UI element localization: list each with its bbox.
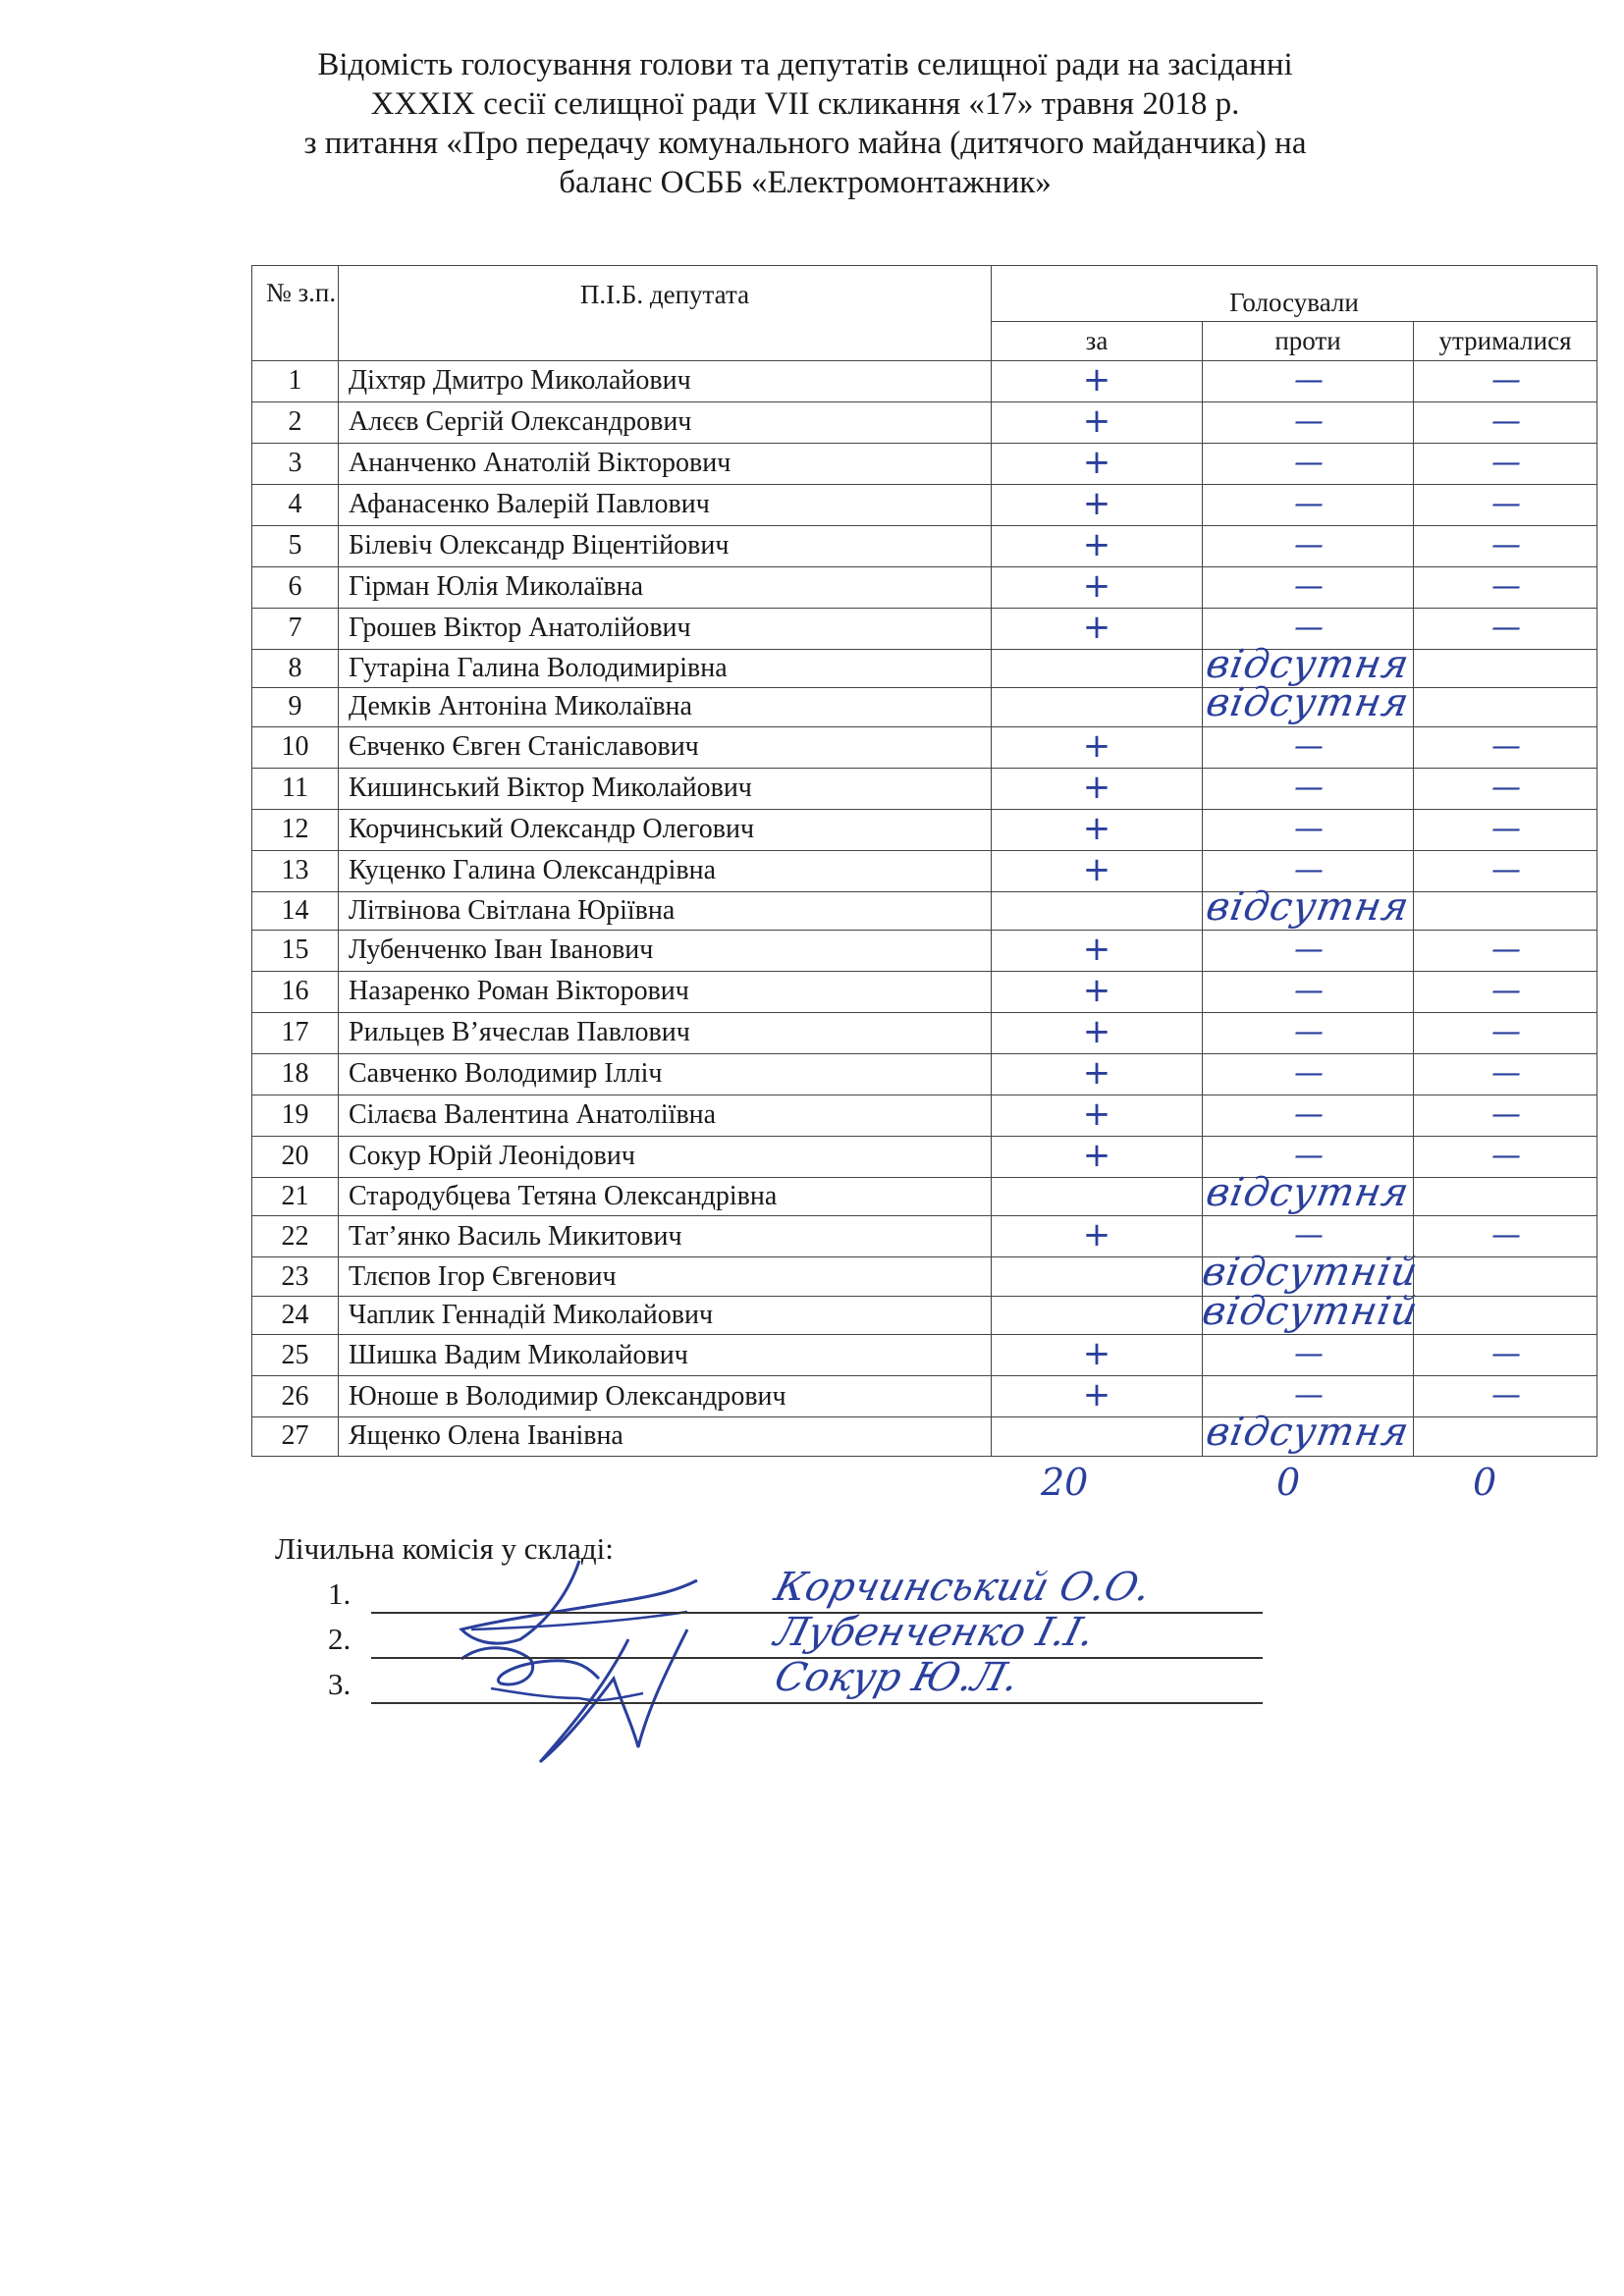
signature-line (371, 1702, 1263, 1704)
row-number: 5 (252, 525, 339, 566)
vote-against-mark: — (1294, 527, 1322, 562)
table-row (252, 930, 1597, 971)
table-row (252, 1417, 1597, 1456)
vote-abstain-cell (1414, 1296, 1597, 1334)
vote-for-cell (992, 1335, 1203, 1376)
deputy-name: Діхтяр Дмитро Миколайович (339, 360, 992, 401)
vote-against-cell (1203, 971, 1414, 1012)
deputy-name: Білевіч Олександр Віцентійович (339, 525, 992, 566)
vote-totals (0, 1461, 1624, 1520)
deputy-name: Назаренко Роман Вікторович (339, 971, 992, 1012)
vote-abstain-cell (1414, 809, 1597, 850)
vote-against-mark: — (1294, 973, 1322, 1008)
row-number: 8 (252, 649, 339, 687)
vote-against-mark: — (1294, 445, 1322, 480)
vote-against-mark: — (1294, 1218, 1322, 1254)
row-number: 19 (252, 1095, 339, 1136)
vote-abstain-cell (1414, 608, 1597, 649)
vote-abstain-cell (1414, 850, 1597, 891)
absent-note: відсутня (1203, 883, 1413, 930)
row-number: 1 (252, 360, 339, 401)
row-number: 7 (252, 608, 339, 649)
table-row (252, 1012, 1597, 1053)
vote-for-mark: + (1082, 930, 1111, 969)
member-number: 3. (328, 1667, 352, 1701)
table-row (252, 1053, 1597, 1095)
vote-abstain-mark: — (1491, 1096, 1519, 1132)
vote-for-mark: + (1082, 1053, 1111, 1093)
vote-against-cell (1203, 1053, 1414, 1095)
row-number: 22 (252, 1216, 339, 1257)
document-title (295, 45, 1316, 202)
vote-against-mark: — (1294, 932, 1322, 967)
vote-for-mark: + (1082, 1334, 1111, 1374)
deputy-name: Сілаєва Валентина Анатоліївна (339, 1095, 992, 1136)
vote-abstain-mark: — (1491, 445, 1519, 480)
vote-abstain-cell (1414, 891, 1597, 930)
header-for: за (992, 322, 1203, 360)
vote-for-cell (992, 566, 1203, 608)
table-row (252, 1335, 1597, 1376)
row-number: 26 (252, 1376, 339, 1417)
vote-against-cell (1203, 1335, 1414, 1376)
vote-abstain-cell (1414, 1335, 1597, 1376)
deputy-name: Юноше в Володимир Олександрович (339, 1376, 992, 1417)
counting-commission (275, 1531, 1257, 1712)
vote-abstain-cell (1414, 930, 1597, 971)
header-voted: Голосували (992, 266, 1597, 322)
vote-for-mark: + (1082, 443, 1111, 482)
commission-member-3 (275, 1655, 1257, 1712)
row-number: 12 (252, 809, 339, 850)
commission-member-1 (275, 1565, 1257, 1622)
absent-note: відсутній (1198, 1288, 1422, 1334)
row-number: 2 (252, 401, 339, 443)
deputy-name: Рильцев В’ячеслав Павлович (339, 1012, 992, 1053)
absent-note: відсутня (1203, 680, 1413, 726)
table-row (252, 1296, 1597, 1334)
vote-for-cell (992, 484, 1203, 525)
row-number: 10 (252, 726, 339, 768)
vote-abstain-cell (1414, 688, 1597, 726)
member-number: 2. (328, 1622, 352, 1656)
row-number: 17 (252, 1012, 339, 1053)
voting-table-body (252, 360, 1597, 1456)
vote-abstain-cell (1414, 971, 1597, 1012)
vote-abstain-cell (1414, 1257, 1597, 1296)
table-row (252, 768, 1597, 809)
deputy-name: Гутаріна Галина Володимирівна (339, 649, 992, 687)
vote-against-mark: — (1294, 811, 1322, 846)
vote-abstain-mark: — (1491, 728, 1519, 764)
vote-against-cell (1203, 726, 1414, 768)
vote-against-mark: — (1294, 1138, 1322, 1173)
vote-against-mark: — (1294, 1014, 1322, 1049)
member-name: Корчинський О.О. (770, 1565, 1156, 1610)
vote-against-mark: — (1294, 568, 1322, 604)
vote-against-cell (1198, 1288, 1422, 1334)
vote-abstain-cell (1414, 360, 1597, 401)
vote-abstain-cell (1414, 768, 1597, 809)
deputy-name: Лубенченко Іван Іванович (339, 930, 992, 971)
title-line-3: з питання «Про передачу комунального майна (дитячого майданчика) на (303, 126, 1307, 161)
table-row (252, 726, 1597, 768)
deputy-name: Літвінова Світлана Юріївна (339, 891, 992, 930)
vote-against-mark: — (1294, 1378, 1322, 1414)
deputy-name: Демків Антоніна Миколаївна (339, 688, 992, 726)
vote-abstain-mark: — (1491, 1055, 1519, 1091)
vote-against-cell (1203, 883, 1414, 930)
vote-abstain-mark: — (1491, 1014, 1519, 1049)
table-row (252, 809, 1597, 850)
vote-for-mark: + (1082, 768, 1111, 807)
vote-for-cell (992, 1012, 1203, 1053)
deputy-name: Стародубцева Тетяна Олександрівна (339, 1177, 992, 1215)
vote-against-cell (1203, 768, 1414, 809)
deputy-name: Сокур Юрій Леонідович (339, 1136, 992, 1177)
table-row (252, 971, 1597, 1012)
vote-abstain-mark: — (1491, 362, 1519, 398)
vote-abstain-cell (1414, 443, 1597, 484)
vote-against-mark: — (1294, 852, 1322, 887)
total-for: 20 (1041, 1461, 1089, 1504)
vote-for-cell (992, 726, 1203, 768)
vote-for-cell (992, 1053, 1203, 1095)
vote-for-mark: + (1082, 1095, 1111, 1134)
vote-against-mark: — (1294, 1337, 1322, 1372)
vote-against-mark: — (1294, 770, 1322, 805)
vote-against-cell (1203, 484, 1414, 525)
vote-for-mark: + (1082, 726, 1111, 766)
vote-for-cell (992, 930, 1203, 971)
vote-against-cell (1203, 443, 1414, 484)
vote-abstain-mark: — (1491, 1218, 1519, 1254)
table-row (252, 443, 1597, 484)
vote-for-mark: + (1082, 566, 1111, 606)
table-row (252, 1177, 1597, 1215)
commission-member-2 (275, 1610, 1257, 1667)
vote-abstain-mark: — (1491, 610, 1519, 645)
table-row (252, 401, 1597, 443)
vote-for-mark: + (1082, 1215, 1111, 1255)
deputy-name: Ананченко Анатолій Вікторович (339, 443, 992, 484)
row-number: 15 (252, 930, 339, 971)
vote-against-cell (1203, 566, 1414, 608)
vote-abstain-cell (1414, 566, 1597, 608)
title-line-2: XXXIX сесії селищної ради VII скликання «17» травня 2018 р. (370, 86, 1240, 122)
vote-abstain-mark: — (1491, 852, 1519, 887)
vote-against-mark: — (1294, 1096, 1322, 1132)
deputy-name: Кишинський Віктор Миколайович (339, 768, 992, 809)
vote-abstain-mark: — (1491, 527, 1519, 562)
table-row (252, 891, 1597, 930)
total-abstain: 0 (1473, 1461, 1497, 1504)
vote-abstain-mark: — (1491, 932, 1519, 967)
vote-for-mark: + (1082, 1136, 1111, 1175)
vote-abstain-cell (1414, 1136, 1597, 1177)
vote-for-cell (992, 768, 1203, 809)
row-number: 11 (252, 768, 339, 809)
vote-for-cell (992, 525, 1203, 566)
vote-abstain-cell (1414, 1216, 1597, 1257)
absent-note: відсутня (1203, 641, 1413, 687)
vote-abstain-cell (1414, 1095, 1597, 1136)
vote-against-cell (1203, 360, 1414, 401)
row-number: 21 (252, 1177, 339, 1215)
table-row (252, 566, 1597, 608)
vote-against-cell (1203, 1410, 1414, 1456)
vote-against-mark: — (1294, 403, 1322, 439)
vote-abstain-cell (1414, 1012, 1597, 1053)
vote-abstain-mark: — (1491, 403, 1519, 439)
absent-note: відсутній (1198, 1250, 1422, 1296)
vote-abstain-mark: — (1491, 1378, 1519, 1414)
header-number: № з.п. (252, 266, 339, 361)
vote-for-cell (992, 1417, 1203, 1456)
vote-for-cell (992, 360, 1203, 401)
vote-abstain-mark: — (1491, 1138, 1519, 1173)
vote-abstain-cell (1414, 1053, 1597, 1095)
row-number: 24 (252, 1296, 339, 1334)
vote-against-cell (1203, 809, 1414, 850)
row-number: 27 (252, 1417, 339, 1456)
row-number: 14 (252, 891, 339, 930)
absent-note: відсутня (1203, 1410, 1413, 1456)
vote-for-mark: + (1082, 608, 1111, 647)
deputy-name: Тлєпов Ігор Євгенович (339, 1257, 992, 1296)
absent-note: відсутня (1203, 1169, 1413, 1215)
vote-for-mark: + (1082, 1012, 1111, 1051)
vote-abstain-mark: — (1491, 973, 1519, 1008)
vote-abstain-mark: — (1491, 770, 1519, 805)
row-number: 3 (252, 443, 339, 484)
vote-abstain-mark: — (1491, 486, 1519, 521)
vote-for-mark: + (1082, 401, 1111, 441)
vote-abstain-mark: — (1491, 568, 1519, 604)
vote-for-cell (992, 1257, 1203, 1296)
vote-against-mark: — (1294, 362, 1322, 398)
row-number: 9 (252, 688, 339, 726)
vote-abstain-mark: — (1491, 811, 1519, 846)
title-line-1: Відомість голосування голови та депутатів селищної ради на засіданні (317, 47, 1293, 82)
member-number: 1. (328, 1576, 352, 1611)
deputy-name: Гірман Юлія Миколаївна (339, 566, 992, 608)
vote-for-cell (992, 401, 1203, 443)
table-row (252, 360, 1597, 401)
vote-against-cell (1203, 1095, 1414, 1136)
vote-abstain-cell (1414, 525, 1597, 566)
vote-against-cell (1203, 930, 1414, 971)
vote-for-cell (992, 688, 1203, 726)
deputy-name: Афанасенко Валерій Павлович (339, 484, 992, 525)
vote-for-mark: + (1082, 484, 1111, 523)
vote-for-mark: + (1082, 850, 1111, 889)
total-against: 0 (1276, 1461, 1301, 1504)
vote-for-cell (992, 443, 1203, 484)
row-number: 18 (252, 1053, 339, 1095)
deputy-name: Тат’янко Василь Микитович (339, 1216, 992, 1257)
voting-table (251, 265, 1597, 1457)
vote-for-cell (992, 1216, 1203, 1257)
row-number: 25 (252, 1335, 339, 1376)
vote-abstain-cell (1414, 1177, 1597, 1215)
table-row (252, 688, 1597, 726)
vote-abstain-cell (1414, 484, 1597, 525)
vote-abstain-cell (1414, 1376, 1597, 1417)
vote-against-cell (1203, 525, 1414, 566)
vote-against-cell (1203, 1012, 1414, 1053)
vote-abstain-cell (1414, 401, 1597, 443)
vote-for-cell (992, 1177, 1203, 1215)
vote-for-cell (992, 1136, 1203, 1177)
vote-against-cell (1203, 401, 1414, 443)
header-name: П.І.Б. депутата (339, 266, 992, 361)
vote-for-mark: + (1082, 525, 1111, 564)
row-number: 6 (252, 566, 339, 608)
vote-for-cell (992, 850, 1203, 891)
vote-against-mark: — (1294, 728, 1322, 764)
vote-for-cell (992, 1095, 1203, 1136)
row-number: 4 (252, 484, 339, 525)
table-row (252, 484, 1597, 525)
vote-abstain-cell (1414, 649, 1597, 687)
row-number: 13 (252, 850, 339, 891)
vote-against-mark: — (1294, 486, 1322, 521)
row-number: 16 (252, 971, 339, 1012)
vote-abstain-cell (1414, 726, 1597, 768)
vote-for-cell (992, 891, 1203, 930)
vote-for-mark: + (1082, 360, 1111, 400)
vote-against-mark: — (1294, 1055, 1322, 1091)
vote-against-cell (1203, 680, 1414, 726)
vote-for-cell (992, 809, 1203, 850)
member-name: Лубенченко І.І. (770, 1610, 1100, 1655)
vote-for-cell (992, 1296, 1203, 1334)
deputy-name: Куценко Галина Олександрівна (339, 850, 992, 891)
commission-heading: Лічильна комісія у складі: (275, 1531, 614, 1566)
vote-against-mark: — (1294, 610, 1322, 645)
deputy-name: Алєєв Сергій Олександрович (339, 401, 992, 443)
row-number: 23 (252, 1257, 339, 1296)
deputy-name: Шишка Вадим Миколайович (339, 1335, 992, 1376)
vote-for-mark: + (1082, 971, 1111, 1010)
vote-abstain-cell (1414, 1417, 1597, 1456)
row-number: 20 (252, 1136, 339, 1177)
table-row (252, 525, 1597, 566)
deputy-name: Ященко Олена Іванівна (339, 1417, 992, 1456)
header-against: проти (1203, 322, 1414, 360)
vote-for-cell (992, 971, 1203, 1012)
title-line-4: баланс ОСББ «Електромонтажник» (559, 165, 1052, 200)
vote-abstain-mark: — (1491, 1337, 1519, 1372)
vote-for-cell (992, 1376, 1203, 1417)
deputy-name: Савченко Володимир Ілліч (339, 1053, 992, 1095)
vote-for-cell (992, 649, 1203, 687)
vote-against-cell (1203, 1169, 1414, 1215)
deputy-name: Грошев Віктор Анатолійович (339, 608, 992, 649)
deputy-name: Чаплик Геннадій Миколайович (339, 1296, 992, 1334)
member-name: Сокур Ю.Л. (770, 1655, 1024, 1700)
vote-for-mark: + (1082, 809, 1111, 848)
vote-for-cell (992, 608, 1203, 649)
header-abstain: утрималися (1414, 322, 1597, 360)
vote-for-mark: + (1082, 1375, 1111, 1415)
deputy-name: Євченко Євген Станіславович (339, 726, 992, 768)
table-row (252, 1095, 1597, 1136)
deputy-name: Корчинський Олександр Олегович (339, 809, 992, 850)
